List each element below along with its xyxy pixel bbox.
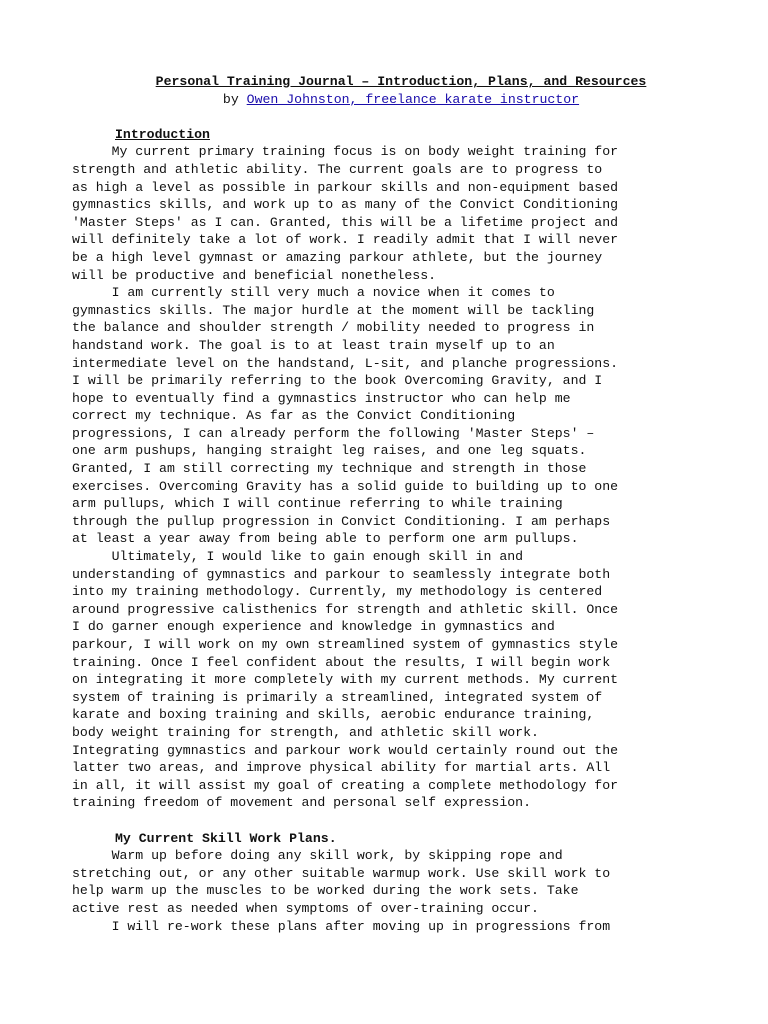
body-text-line: intermediate level on the handstand, L-sit, and planche progressions.: [72, 355, 619, 371]
section-heading-text: Introduction: [115, 126, 210, 142]
body-text-line: Granted, I am still correcting my technique and strength in those: [72, 461, 587, 477]
spacer: [72, 108, 712, 126]
section-body-introduction: [72, 143, 712, 812]
body-text-line: Ultimately, I would like to gain enough skill in and: [72, 549, 524, 565]
body-text-line: I will re-work these plans after moving up in progressions from: [72, 918, 611, 934]
body-text-line: 'Master Steps' as I can. Granted, this will be a lifetime project and: [72, 214, 619, 230]
document-page: [72, 73, 712, 935]
body-text-line: Warm up before doing any skill work, by skipping rope and: [72, 848, 563, 864]
body-text-line: arm pullups, which I will continue referring to while training: [72, 496, 563, 512]
body-text-line: I am currently still very much a novice when it comes to: [72, 285, 555, 301]
section-heading-skill-work-plans: [72, 830, 712, 848]
body-text-line: gymnastics skills, and work up to as many of the Convict Conditioning: [72, 197, 619, 213]
body-text-line: will definitely take a lot of work. I readily admit that I will never: [72, 232, 619, 248]
body-text-line: help warm up the muscles to be worked during the work sets. Take: [72, 883, 579, 899]
body-text-line: on integrating it more completely with my current methods. My current: [72, 672, 619, 688]
body-text-line: strength and athletic ability. The current goals are to progress to: [72, 161, 603, 177]
body-text-line: system of training is primarily a streamlined, integrated system of: [72, 689, 603, 705]
body-text-line: handstand work. The goal is to at least train myself up to an: [72, 337, 555, 353]
body-text-line: My current primary training focus is on body weight training for: [72, 144, 619, 160]
body-text-line: correct my technique. As far as the Convict Conditioning: [72, 408, 516, 424]
body-text-line: I do garner enough experience and knowledge in gymnastics and: [72, 619, 555, 635]
body-text-line: the balance and shoulder strength / mobility needed to progress in: [72, 320, 595, 336]
spacer: [72, 812, 712, 830]
author-link[interactable]: Owen Johnston, freelance karate instructor: [246, 91, 580, 107]
body-text-line: parkour, I will work on my own streamlined system of gymnastics style: [72, 637, 619, 652]
body-text-line: karate and boxing training and skills, aerobic endurance training,: [72, 707, 595, 723]
body-text-line: stretching out, or any other suitable warmup work. Use skill work to: [72, 865, 611, 881]
byline-prefix: by: [222, 91, 247, 107]
section-heading-introduction: [72, 126, 712, 144]
body-text-line: through the pullup progression in Convict Conditioning. I am perhaps: [72, 513, 611, 529]
body-text-line: be a high level gymnast or amazing parkour athlete, but the journey: [72, 249, 603, 265]
body-text-line: training freedom of movement and personal self expression.: [72, 795, 531, 811]
body-text-line: one arm pushups, hanging straight leg raises, and one leg squats.: [72, 443, 587, 459]
body-text-line: training. Once I feel confident about the results, I will begin work: [72, 654, 611, 670]
body-text-line: as high a level as possible in parkour skills and non-equipment based: [72, 179, 619, 195]
byline: [90, 91, 712, 109]
body-text-line: gymnastics skills. The major hurdle at the moment will be tackling: [72, 302, 595, 318]
document-title: Personal Training Journal – Introduction, Plans, and Resources: [155, 74, 647, 89]
body-text-line: progressions, I can already perform the following 'Master Steps' –: [72, 425, 595, 441]
body-text-line: in all, it will assist my goal of creating a complete methodology for: [72, 777, 619, 793]
body-text-line: exercises. Overcoming Gravity has a solid guide to building up to one: [72, 478, 619, 494]
section-heading-suffix: .: [328, 830, 337, 846]
section-heading-text: My Current Skill Work Plans: [115, 830, 329, 846]
body-text-line: I will be primarily referring to the book Overcoming Gravity, and I: [72, 373, 603, 389]
body-text-line: active rest as needed when symptoms of over-training occur.: [72, 900, 539, 916]
body-text-line: latter two areas, and improve physical ability for martial arts. All: [72, 760, 611, 776]
body-text-line: Integrating gymnastics and parkour work would certainly round out the: [72, 742, 619, 758]
body-text-line: at least a year away from being able to perform one arm pullups.: [72, 531, 579, 547]
body-text-line: around progressive calisthenics for strength and athletic skill. Once: [72, 601, 619, 617]
body-text-line: will be productive and beneficial nonetheless.: [72, 267, 437, 283]
body-text-line: into my training methodology. Currently, my methodology is centered: [72, 584, 603, 600]
body-text-line: understanding of gymnastics and parkour to seamlessly integrate both: [72, 566, 611, 582]
body-text-line: hope to eventually find a gymnastics instructor who can help me: [72, 390, 571, 406]
section-body-skill-work-plans: [72, 847, 712, 935]
body-text-line: body weight training for strength, and athletic skill work.: [72, 724, 539, 740]
